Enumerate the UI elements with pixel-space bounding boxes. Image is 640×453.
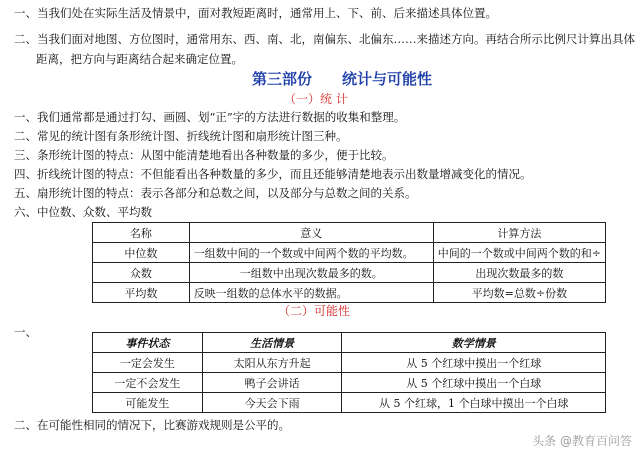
table-cell: 从 5 个红球中摸出一个红球 <box>342 353 606 373</box>
part3-title: 统计与可能性 <box>342 70 433 88</box>
table-cell: 可能发生 <box>93 393 203 413</box>
stats-table <box>92 222 606 303</box>
table-header-row <box>93 333 606 353</box>
table-row <box>93 353 606 373</box>
table-cell: 今天会下雨 <box>202 393 342 413</box>
table-row <box>93 373 606 393</box>
prob-lead: 一、 <box>14 325 37 339</box>
stats-item-6: 六、中位数、众数、平均数 <box>14 205 152 219</box>
prob-note: 二、在可能性相同的情况下，比赛游戏规则是公平的。 <box>14 418 290 432</box>
table-cell: 中间的一个数或中间两个数的和÷ <box>433 243 605 263</box>
watermark: 头条 @教育百问答 <box>532 434 632 448</box>
table-row <box>93 243 606 263</box>
table-header-row <box>93 223 606 243</box>
table-row <box>93 283 606 303</box>
table-row <box>93 263 606 283</box>
table-cell: 平均数=总数÷份数 <box>433 283 605 303</box>
stats-subtitle: （一）统 计 <box>284 92 348 106</box>
table-header: 计算方法 <box>433 223 605 243</box>
stats-item-2: 二、常见的统计图有条形统计图、折线统计图和扇形统计图三种。 <box>14 129 348 143</box>
stats-item-4: 四、折线统计图的特点：不但能看出各种数量的多少，而且还能够清楚地表示出数量增减变化的情况。 <box>14 167 532 181</box>
prob-table <box>92 332 606 413</box>
table-header: 名称 <box>93 223 190 243</box>
intro-line-2b: 距离，把方向与距离结合起来确定位置。 <box>36 52 243 66</box>
table-cell: 反映一组数的总体水平的数据。 <box>189 283 433 303</box>
part3-label: 第三部份 <box>252 70 313 88</box>
table-cell: 平均数 <box>93 283 190 303</box>
table-row <box>93 393 606 413</box>
table-cell: 一定不会发生 <box>93 373 203 393</box>
table-cell: 一组数中间的一个数或中间两个数的平均数。 <box>189 243 433 263</box>
prob-subtitle: （二）可能性 <box>278 304 351 318</box>
table-header: 生活情景 <box>202 333 342 353</box>
table-header: 数学情景 <box>342 333 606 353</box>
table-cell: 一组数中出现次数最多的数。 <box>189 263 433 283</box>
table-cell: 出现次数最多的数 <box>433 263 605 283</box>
table-cell: 一定会发生 <box>93 353 203 373</box>
intro-line-2a: 二、当我们面对地图、方位图时，通常用东、西、南、北，南偏东、北偏东……来描述方向。再结合所示比例尺计算出具体 <box>14 32 635 46</box>
table-header: 意义 <box>189 223 433 243</box>
intro-line-1: 一、当我们处在实际生活及情景中，面对教短距离时，通常用上、下、前、后来描述具体位置。 <box>14 6 497 20</box>
table-cell: 太阳从东方升起 <box>202 353 342 373</box>
table-header: 事件状态 <box>93 333 203 353</box>
table-cell: 从 5 个红球，1 个白球中摸出一个白球 <box>342 393 606 413</box>
table-cell: 鸭子会讲话 <box>202 373 342 393</box>
stats-item-5: 五、扇形统计图的特点：表示各部分和总数之间，以及部分与总数之间的关系。 <box>14 186 417 200</box>
table-cell: 从 5 个红球中摸出一个白球 <box>342 373 606 393</box>
table-cell: 众数 <box>93 263 190 283</box>
table-cell: 中位数 <box>93 243 190 263</box>
stats-item-1: 一、我们通常都是通过打勾、画圆、划“正”字的方法进行数据的收集和整理。 <box>14 110 406 124</box>
stats-item-3: 三、条形统计图的特点：从图中能清楚地看出各种数量的多少，便于比较。 <box>14 148 394 162</box>
part3-heading <box>252 70 432 88</box>
